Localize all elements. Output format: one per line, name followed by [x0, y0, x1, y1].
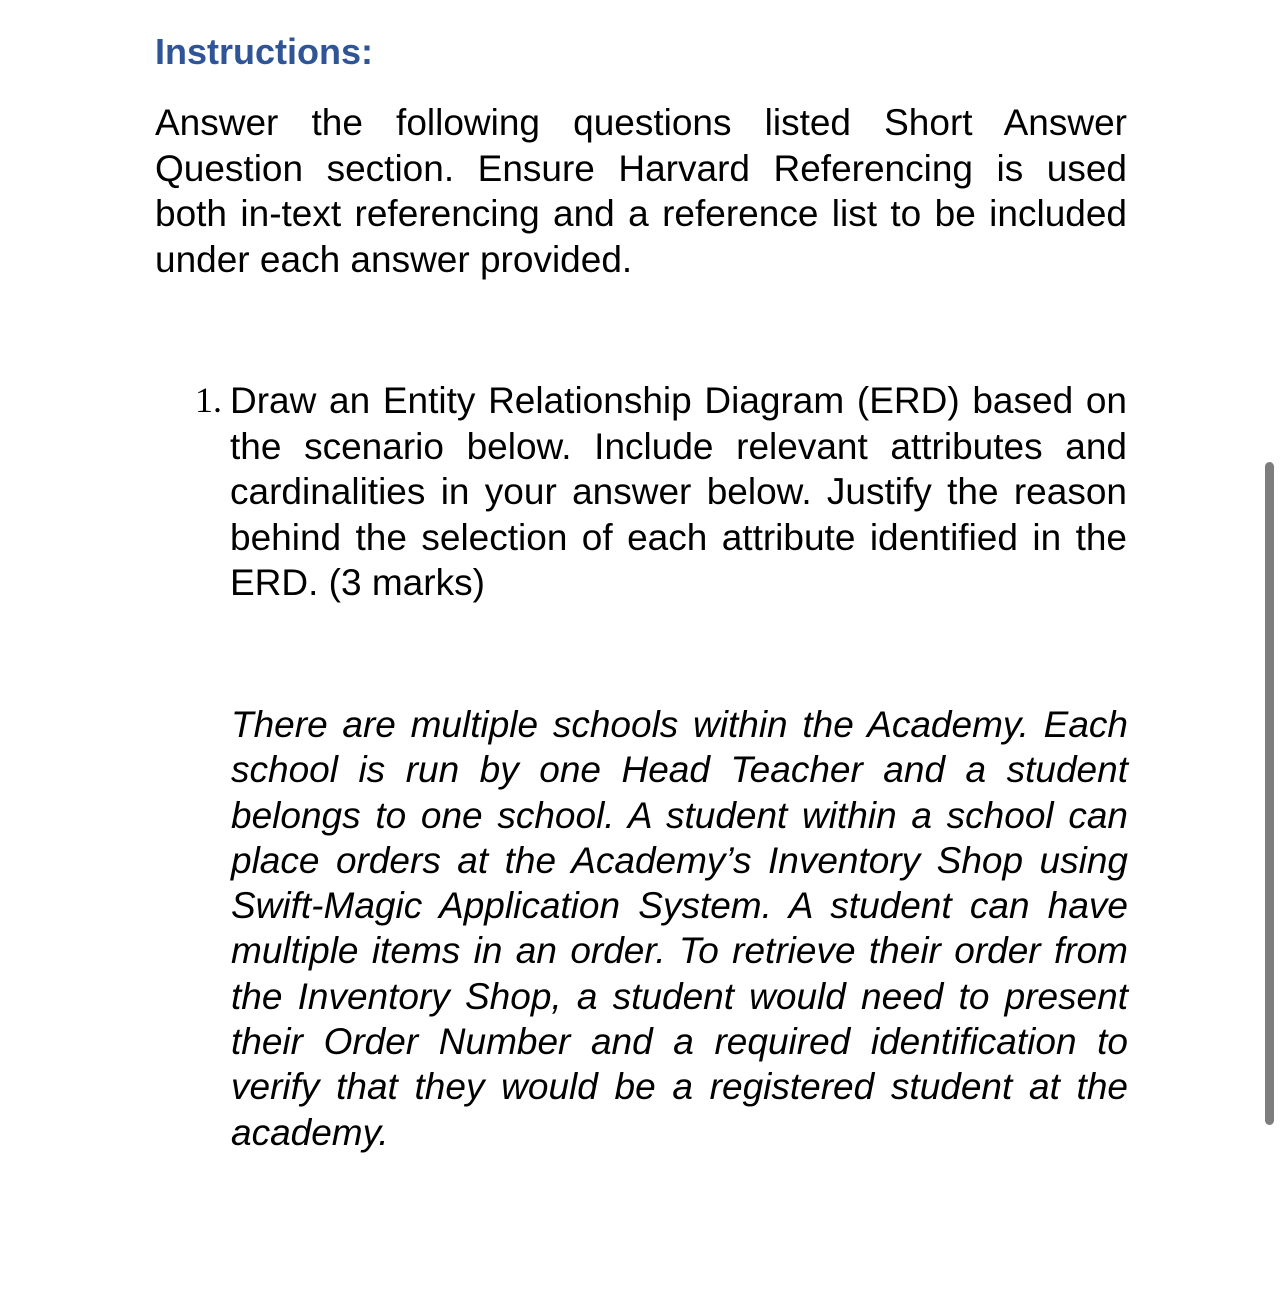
question-1: [155, 378, 1127, 606]
instructions-heading: Instructions:: [155, 31, 374, 72]
scrollbar-thumb[interactable]: [1265, 462, 1274, 1125]
question-number: 1.: [195, 380, 222, 420]
instructions-paragraph: Answer the following questions listed Short Answer Question section. Ensure Harvard Referencing is used both in-text referencing and a reference list to be included under each answer provided.: [155, 102, 1127, 280]
scenario-paragraph: There are multiple schools within the Academy. Each school is run by one Head Teacher and a student belongs to one school. A student within a school can place orders at the Academy’s Inventory Shop using Swift-Magic Application System. A student can have multiple items in an order. To retrieve their order from the Inventory Shop, a student would need to present their Order Number and a required identification to verify that they would be a registered student at the academy.: [231, 704, 1128, 1153]
question-text: Draw an Entity Relationship Diagram (ERD) based on the scenario below. Include relevant attributes and cardinalities in your answer below. Justify the reason behind the selection of each attribute identified in the ERD. (3 marks): [230, 380, 1127, 603]
